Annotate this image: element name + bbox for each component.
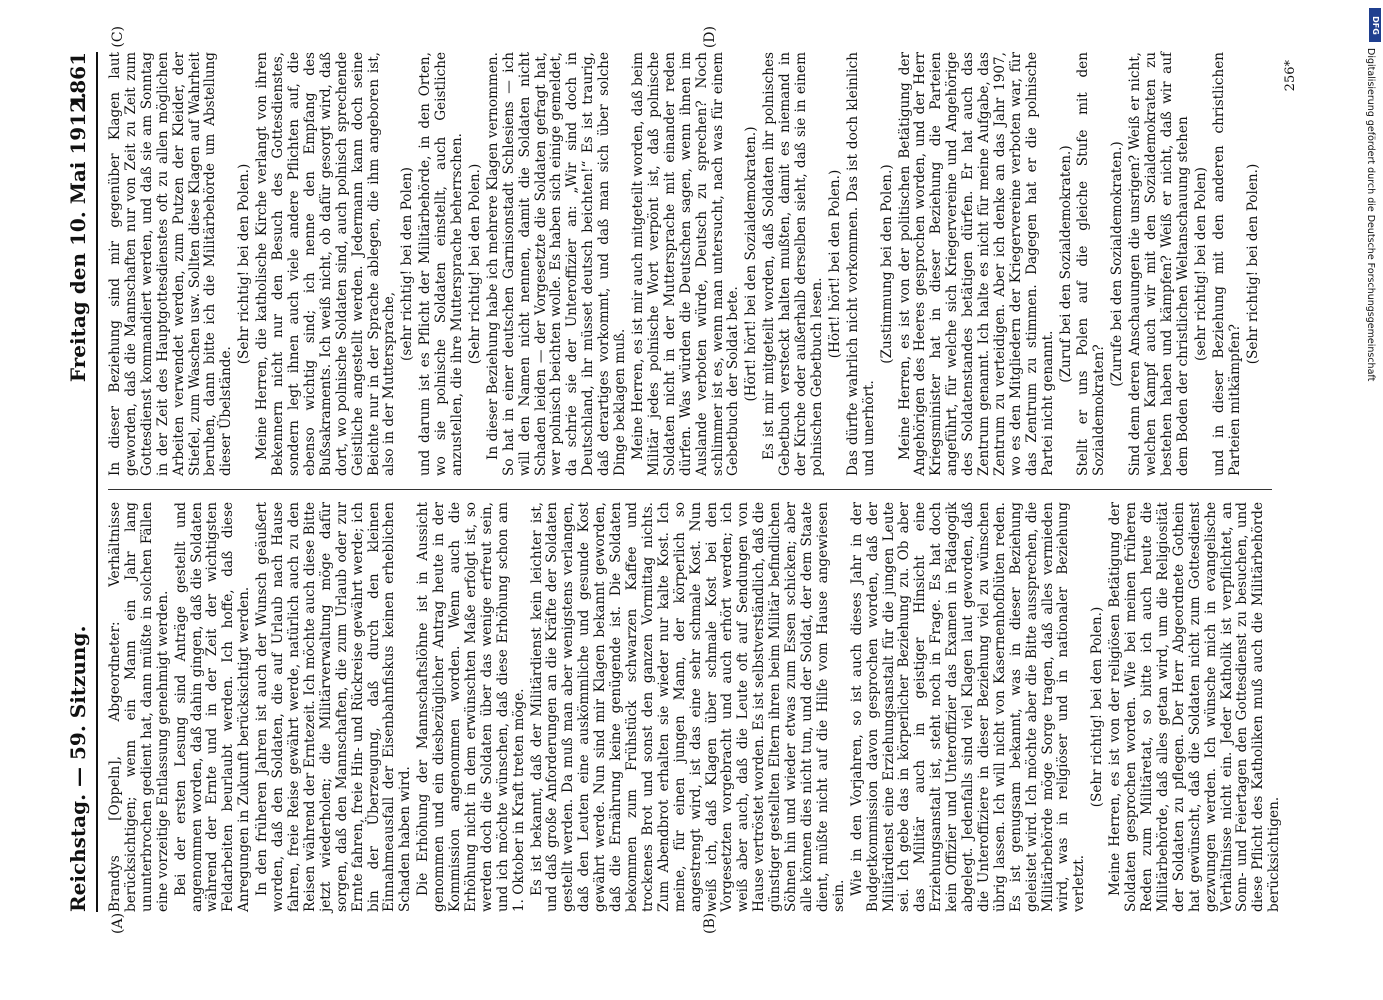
interjection: (Zuruf bei den Sozialdemokraten.): [1057, 145, 1074, 383]
document-page: [62, 26, 1302, 934]
paragraph: Es ist bekannt, daß der Militärdienst kein leichter ist, und daß große Anforderungen an die Kräfte der Soldaten gestellt werden. Da muß man aber wenigstens verlangen, daß den Leuten eine auskömmliche und gesunde Kost gewährt werde. Nun sind mir Klagen bekannt geworden, daß die Ernährung keine genügende ist. Die Soldaten bekommen zum Frühstück schwarzen Kaffee und trockenes Brot und sonst den ganzen Vormittag nichts. Zum Abendbrot erhalten sie wieder nur kalte Kost. Ich meine, für einen jungen Mann, der körperlich so angestrengt wird, ist das eine sehr schmale Kost. Nun weiß ich, daß Klagen über schmale Kost bei den Vorgesetzten vorgebracht und auch erhört werden; ich weiß aber auch, daß die Leute oft auf Sendungen von Hause vertröstet worden. Es ist selbstverständlich, daß die günstiger gestellten Eltern ihren beim Militär befindlichen Söhnen hin und wieder etwas zum Essen schicken; aber alle können dies nicht tun, und der Soldat, der dem Staate dient, müßte nicht auf die Hilfe vom Hause angewiesen sein.: [528, 502, 847, 912]
paragraph: Meine Herren, es ist von der politischen Betätigung der Angehörigen des Heeres gesprochen worden, und der Herr Kriegsminister hat in dieser Beziehung die Parteien angeführt, für welche sich Kriegervereine und Angehörige des Soldatenstandes betätigen dürfen. Er hat auch das Zentrum genannt. Ich halte es nicht für meine Aufgabe, das Zentrum zu verteidigen. Aber ich denke an das Jahr 1907, wo es den Mitgliedern der Kriegervereine verboten war, für das Zentrum zu stimmen. Dagegen hat er die polnische Partei nicht genannt.: [896, 52, 1056, 476]
paragraph: Meine Herren, es ist von der religiösen Betätigung der Soldaten gesprochen worden. Wie bei meinen früheren Reden zum Militäretat, so bitte ich auch heute die Militärbehörde, daß alles getan wird, um die Religiosität der Soldaten zu pflegen. Der Herr Abgeordnete Gothein hat gewünscht, daß die Soldaten nicht zum Gottesdienst gezwungen werden. Ich wünsche mich in evangelische Verhältnisse nicht ein. Jeder Katholik ist verpflichtet, an Sonn- und Feiertagen den Gottesdienst zu besuchen, und diese Pflicht des Katholiken muß auch die Militärbehörde berücksichtigen.: [1107, 502, 1283, 912]
paragraph: und darum ist es Pflicht der Militärbehörde, in den Orten, wo sie polnische Soldaten einstellt, auch Geistliche anzustellen, die ihre Muttersprache beherrschen.: [417, 52, 466, 476]
interjection: (Sehr richtig! bei den Polen.): [1089, 606, 1106, 808]
paragraph: und in dieser Beziehung mit den anderen christlichen Parteien mitkämpfen?: [1210, 52, 1243, 476]
interjection: (Zustimmung bei den Polen.): [878, 164, 895, 364]
paragraph: Es ist mir mitgeteilt worden, daß Soldaten ihr polnisches Gebetbuch versteckt halten mußten, damit es niemand in der Kirche oder außerhalb derselben sieht, daß sie in einem polnischen Gebetbuch lesen.: [761, 52, 825, 476]
paragraph: In dieser Beziehung habe ich mehrere Klagen vernommen. So hat in einer deutschen Garnisonstadt Schlesiens — ich will den Namen nicht nennen, damit die Soldaten nicht Schaden leiden — der Vorgesetzte die Soldaten gefragt hat, wer polnisch beichten wolle. Es haben sich einige gemeldet, da schrie sie der Unteroffizier an: „Wir sind doch in Deutschland, ihr müsset deutsch beichten!“ Es ist traurig, daß derartiges vorkommt, und daß man sich über solche Dinge beklagen muß.: [484, 52, 629, 476]
paragraph: In dieser Beziehung sind mir gegenüber Klagen laut geworden, daß die Mannschaften nur von Zeit zu Zeit zum Gottesdienst kommandiert werden, und daß sie am Sonntag in der Zeit des Hauptgottesdienstes oft zu allen möglichen Arbeiten verwendet werden, zum Putzen der Kleider, der Stiefel, zum Waschen usw. Sollten diese Klagen auf Wahrheit beruhen, dann bitte ich die Militärbehörde um Abstellung dieser Übelstände.: [107, 52, 235, 476]
paragraph: Meine Herren, die katholische Kirche verlangt von ihren Bekennern nicht nur den Besuch des Gottesdienstes, sondern legt ihnen auch viele andere Pflichten auf, die ebenso wichtig sind; ich nenne den Empfang des Bußsakraments. Ich weiß nicht, ob dafür gesorgt wird, daß dort, wo polnische Soldaten sind, auch polnisch sprechende Geistliche angestellt werden. Jedermann kann doch seine Beichte nur in der Sprache ablegen, die ihm angeboren ist, also in der Muttersprache,: [254, 52, 398, 476]
paragraph: Die Erhöhung der Mannschaftslöhne ist in Aussicht genommen und ein diesbezüglicher Antrag heute in der Kommission angenommen worden. Wenn auch die Erhöhung nicht in dem erwünschten Maße erfolgt ist, so werden doch die Soldaten über das wenige erfreut sein, und ich möchte wünschen, daß diese Erhöhung schon am 1. Oktober in Kraft treten möge.: [415, 502, 527, 912]
interjection: (Hört! hört! bei den Polen.): [826, 169, 843, 359]
interjection: (Hört! hört! bei den Sozialdemokraten.): [743, 126, 760, 402]
header-left: Reichstag. — 59. Sitzung.: [66, 625, 90, 912]
interjection: (Sehr richtig! bei den Polen.): [1244, 163, 1261, 365]
paragraph: Brandys [Oppeln], Abgeordneter: Verhältnisse berücksichtigen; wenn ein Mann ein Jahr lang ununterbrochen gedient hat, dann müßte in solchen Fällen eine vorzeitige Entlassung genehmigt werden.: [107, 502, 171, 912]
paragraph: Sind denn deren Anschauungen die unsrigen? Weiß er nicht, welchen Kampf auch wir mit den Sozialdemokraten zu bestehen haben und kämpfen? Weiß er nicht, daß wir auf dem Boden der christlichen Weltanschauung stehen: [1127, 52, 1191, 476]
funding-notice: Digitalisierung gefördert durch die Deutsche Forschungsgemeinschaft: [1365, 48, 1376, 382]
signature-number: 256*: [1283, 60, 1298, 92]
header-right: Freitag den 10. Mai 1912.: [66, 92, 90, 383]
paragraph: In den früheren Jahren ist auch der Wunsch geäußert worden, daß den Soldaten, die auf Urlaub nach Hause fahren, freie Reise gewährt werde, natürlich auch zu den Reisen während der Erntezeit. Ich möchte auch diese Bitte jetzt wiederholen; die Militärverwaltung möge dafür sorgen, daß den Mannschaften, die zum Urlaub oder zur Ernte fahren, freie Hin- und Rückreise gewährt werde; ich bin der Überzeugung, daß durch den kleinen Einnahmeausfall der Eisenbahnfiskus keinen erheblichen Schaden haben wird.: [254, 502, 414, 912]
right-column: [108, 52, 1272, 476]
interjection: (Sehr richtig! bei den Polen.): [236, 163, 253, 365]
interjection: (Zurufe bei den Sozialdemokraten.): [1109, 141, 1126, 387]
dfg-logo-text: DFG: [1370, 15, 1380, 35]
interjection: (sehr richtig! bei den Polen): [1192, 167, 1209, 361]
paragraph: Meine Herren, es ist mir auch mitgeteilt worden, daß beim Militär jedes polnische Wort verpönt ist, daß polnische Soldaten nicht in der Muttersprache mit einander reden dürfen. Was würden die Deutschen sagen, wenn ihnen im Auslande verboten würde, Deutsch zu sprechen? Noch schlimmer ist es, wenn man untersucht, nach was für einem Gebetbuch der Soldat bete.: [630, 52, 742, 476]
left-column: [107, 502, 1283, 912]
column-divider: [108, 489, 1272, 490]
page-number: 1861: [66, 52, 90, 108]
margin-marker-d: (D): [702, 26, 718, 49]
paragraph: Stellt er uns Polen auf die gleiche Stufe mit den Sozialdemokraten?: [1075, 52, 1108, 476]
page-header: [62, 52, 98, 912]
paragraph: Bei der ersten Lesung sind Anträge gestellt und angenommen worden, daß dahin gingen, daß die Soldaten während der Ernte und in der Zeit der wichtigsten Feldarbeiten beurlaubt werden. Ich hoffe, daß diese Anregungen in Zukunft berücksichtigt werden.: [172, 502, 253, 912]
dfg-logo: [1369, 8, 1381, 42]
paragraph: Das dürfte wahrlich nicht vorkommen. Das ist doch kleinlich und unerhört.: [844, 52, 877, 476]
interjection: (sehr richtig! bei den Polen): [399, 167, 416, 361]
interjection: (Sehr richtig! bei den Polen.): [466, 163, 483, 365]
paragraph: Wie in den Vorjahren, so ist auch dieses Jahr in der Budgetkommission davon gesprochen worden, daß der Militärdienst eine Erziehungsanstalt für die jungen Leute sei. Ich gebe das in körperlicher Beziehung zu. Ob aber das Militär auch in geistiger Hinsicht eine Erziehungsanstalt ist, steht noch in Frage. Es hat doch kein Offizier und Unteroffizier das Examen in Pädagogik abgelegt. Jedenfalls sind viel Klagen laut geworden, daß die Unteroffiziere in dieser Beziehung viel zu wünschen übrig lassen. Ich will nicht von Kasernenhofblüten reden. Es ist genugsam bekannt, was in dieser Beziehung geleistet wird. Ich möchte aber die Bitte aussprechen, die Militärbehörde möge Sorge tragen, daß alles vermieden wird, was in religiöser und in nationaler Beziehung verletzt.: [848, 502, 1088, 912]
margin-marker-b: (B): [702, 912, 718, 934]
margin-marker-c: (C): [110, 26, 126, 48]
margin-marker-a: (A): [110, 912, 126, 934]
